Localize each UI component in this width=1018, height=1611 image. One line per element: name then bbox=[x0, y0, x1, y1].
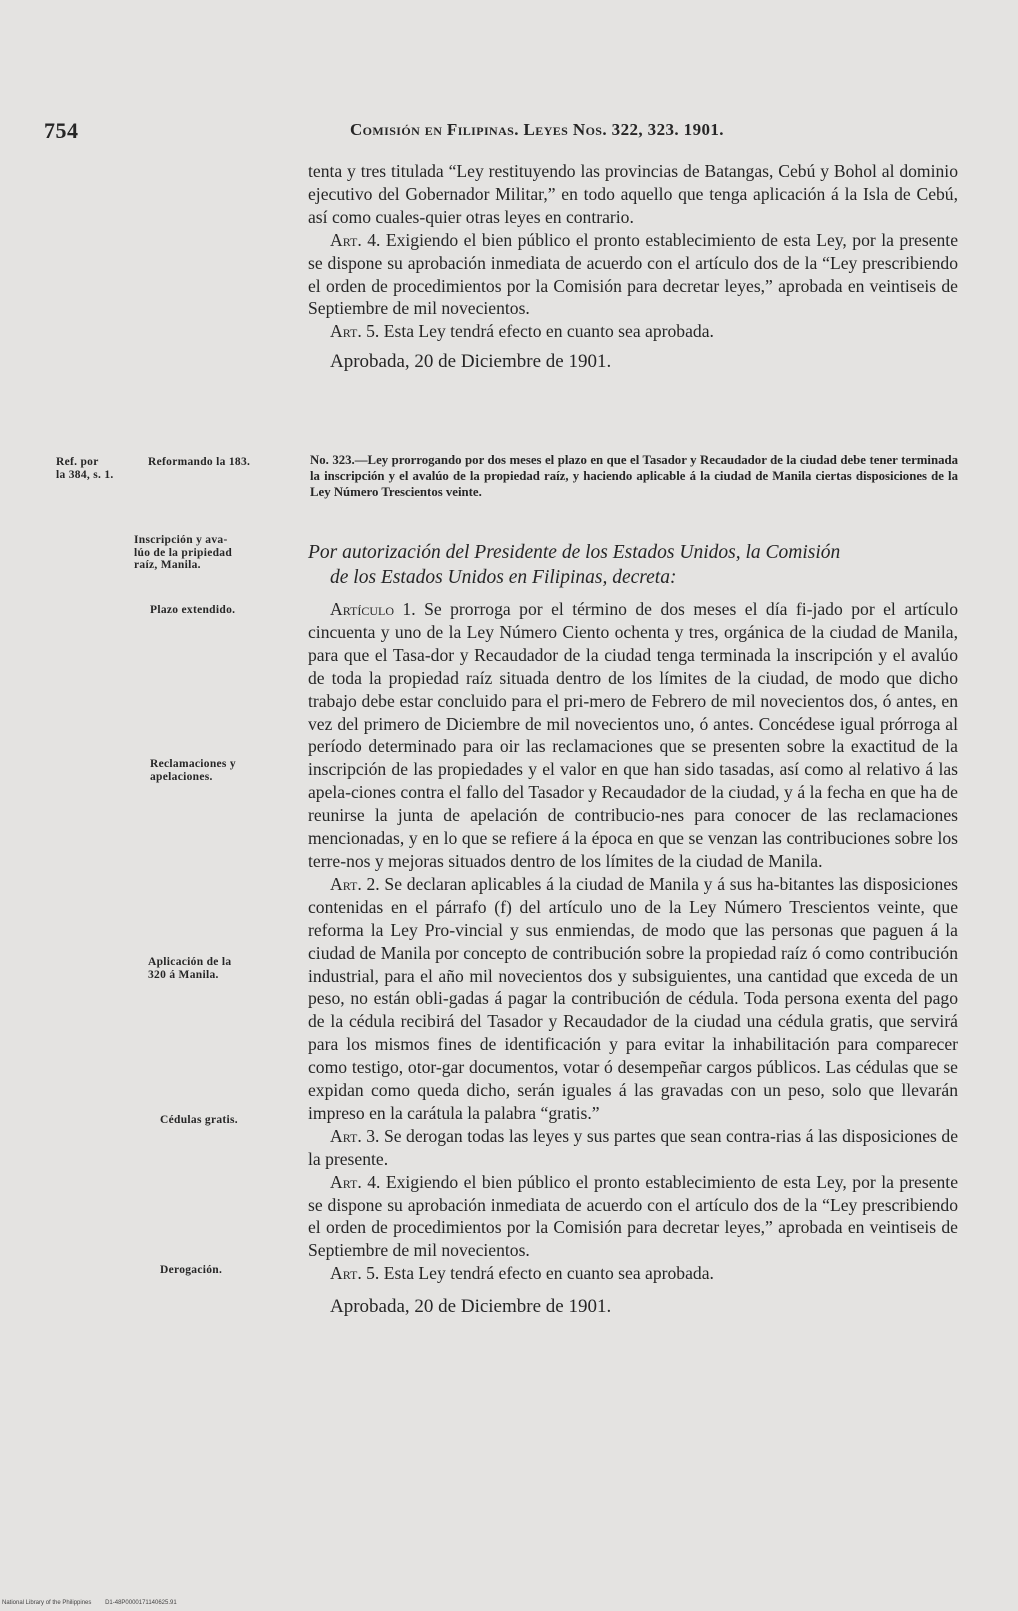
article-3 bbox=[308, 1125, 958, 1171]
previous-article-5 bbox=[308, 320, 958, 343]
article-text: Exigiendo el bien público el pronto establecimiento de esta Ley, por la presente se dispone su aprobación inmediata de acuerdo con el artículo dos de la “Ley prescribiendo el orden de procedimientos por la Comisión para decretar leyes,” aprobada en veintiseis de Septiembre de mil novecientos. bbox=[308, 1171, 959, 1261]
margin-note-application bbox=[148, 956, 231, 981]
margin-note-amending: Reformando la 183. bbox=[148, 456, 251, 468]
continuation-paragraph: tenta y tres titulada “Ley restituyendo las provincias de Batangas, Cebú y Bohol al dominio ejecutivo del Gobernador Militar,” en todo aquello que tenga aplicación á la Isla de Cebú, así como cuales-quier otras leyes en contrario. bbox=[308, 161, 958, 227]
margin-note-line: apelaciones. bbox=[150, 770, 213, 783]
scan-footer bbox=[2, 1600, 189, 1606]
margin-note-line: Aplicación de la bbox=[148, 956, 232, 968]
margin-note-line: lúo de la pripiedad bbox=[134, 546, 233, 559]
margin-note-reference bbox=[56, 456, 114, 481]
footer-library: National Library of the Philippines bbox=[2, 1600, 92, 1606]
article-text: Esta Ley tendrá efecto en cuanto sea aprobada. bbox=[383, 1263, 714, 1284]
margin-note-line: raíz, Manila. bbox=[134, 559, 201, 571]
act-title bbox=[310, 452, 958, 501]
article-label: Art. 4. bbox=[330, 1171, 381, 1192]
enacting-clause-line: de los Estados Unidos en Filipinas, decreta: bbox=[330, 567, 677, 588]
previous-act-ending bbox=[308, 160, 958, 374]
margin-note-cedulas: Cédulas gratis. bbox=[160, 1114, 238, 1126]
margin-note-registration bbox=[134, 534, 294, 572]
page-number: 754 bbox=[44, 118, 79, 143]
article-label: Art. 3. bbox=[330, 1125, 380, 1146]
article-label: Art. 5. bbox=[330, 321, 380, 342]
margin-note-line: la 384, s. 1. bbox=[56, 468, 114, 481]
running-header: Comisión en Filipinas. Leyes Nos. 322, 323. 1901. bbox=[350, 120, 724, 139]
act-body bbox=[308, 598, 958, 1319]
margin-note-line: Ref. por bbox=[56, 456, 99, 468]
footer-code: D1-48P0000171140625.91 bbox=[105, 1600, 177, 1606]
previous-article-4 bbox=[308, 229, 958, 321]
previous-approval-date: Aprobada, 20 de Diciembre de 1901. bbox=[330, 351, 612, 373]
article-text: Esta Ley tendrá efecto en cuanto sea aprobada. bbox=[383, 321, 714, 342]
margin-note-claims bbox=[150, 758, 236, 783]
article-text: Se declaran aplicables á la ciudad de Manila y á sus ha-bitantes las disposiciones contenidas en el párrafo (f) del artículo uno de la Ley Número Trescientos veinte, que reforma la Ley Pro-vincial y sus enmiendas, de modo que las personas que paguen á la ciudad de Manila por concepto de contribución sobre la propiedad raíz ó como contribución industrial, para el año mil novecientos dos y subsiguientes, una cantidad que exceda de un peso, no están obli-gadas á pagar la contribución de cédula. Toda persona exenta del pago de la cédula recibirá del Tasador y Recaudador de la ciudad una cédula gratis, que servirá para los mismos fines de identificación y para evitar la inhabilitación para comparecer como testigo, otor-gar documentos, votar ó desempeñar cargos públicos. Las cédulas que se expidan como queda dicho, serán iguales á las gravadas con un peso, solo que llevarán impreso en la carátula la palabra “gratis.” bbox=[308, 873, 959, 1123]
article-5 bbox=[308, 1262, 958, 1285]
article-label: Art. 2. bbox=[330, 873, 380, 894]
approval-date: Aprobada, 20 de Diciembre de 1901. bbox=[330, 1296, 612, 1318]
article-text: Se prorroga por el término de dos meses el día fi-jado por el artículo cincuenta y uno de la Ley Número Ciento ochenta y tres, orgánica de la ciudad de Manila, para que el Tasa-dor y Recaudador de la ciudad tenga terminada la inscripción y el avalúo de toda la propiedad raíz situada dentro de los límites de la ciudad, de modo que dicho trabajo debe estar concluido para el pri-mero de Febrero de mil novecientos dos, ó antes, en vez del primero de Diciembre de mil novecientos uno, ó antes. Concédese igual prórroga al período determinado para oir las reclamaciones que se presenten sobre la exactitud de la inscripción de las propiedades y el valor en que han sido tasadas, así como al relativo á las apela-ciones contra el fallo del Tasador y Recaudador de la ciudad, y á la fecha en que ha de reunirse la junta de apelación de contribucio-nes para conocer de las reclamaciones mencionadas, y en lo que se refiere á la época en que se venzan las contribuciones sobre los terre-nos y mejoras situados dentro de los límites de la ciudad de Manila. bbox=[308, 599, 959, 871]
article-text: Se derogan todas las leyes y sus partes que sean contra-rias á las disposiciones de la presente. bbox=[308, 1125, 958, 1169]
article-label: Art. 4. bbox=[330, 229, 381, 250]
article-1 bbox=[308, 598, 958, 873]
margin-note-extended-term: Plazo extendido. bbox=[150, 604, 236, 616]
article-text: Exigiendo el bien público el pronto establecimiento de esta Ley, por la presente se dispone su aprobación inmediata de acuerdo con el artículo dos de la “Ley prescribiendo el orden de procedimientos por la Comisión para decretar leyes,” aprobada en veintiseis de Septiembre de mil novecientos. bbox=[308, 229, 959, 319]
margin-note-line: 320 á Manila. bbox=[148, 968, 219, 981]
act-number: No. 323. bbox=[310, 453, 355, 467]
margin-note-repeal: Derogación. bbox=[160, 1264, 223, 1276]
enacting-clause bbox=[308, 540, 958, 590]
article-4 bbox=[308, 1171, 958, 1263]
act-title-text: —Ley prorrogando por dos meses el plazo en que el Tasador y Recaudador de la ciudad debe tener terminada la inscripción y el avalúo de la propiedad raíz, y haciendo aplicable á la ciudad de Manila ciertas disposiciones de la Ley Número Trescientos veinte. bbox=[310, 453, 958, 500]
margin-note-line: Reclamaciones y bbox=[150, 758, 236, 770]
enacting-clause-line: Por autorización del Presidente de los Estados Unidos, la Comisión bbox=[308, 542, 841, 563]
article-2 bbox=[308, 873, 958, 1125]
article-label: Artículo 1. bbox=[330, 599, 416, 619]
article-label: Art. 5. bbox=[330, 1263, 380, 1284]
margin-note-line: Inscripción y ava- bbox=[134, 534, 228, 546]
